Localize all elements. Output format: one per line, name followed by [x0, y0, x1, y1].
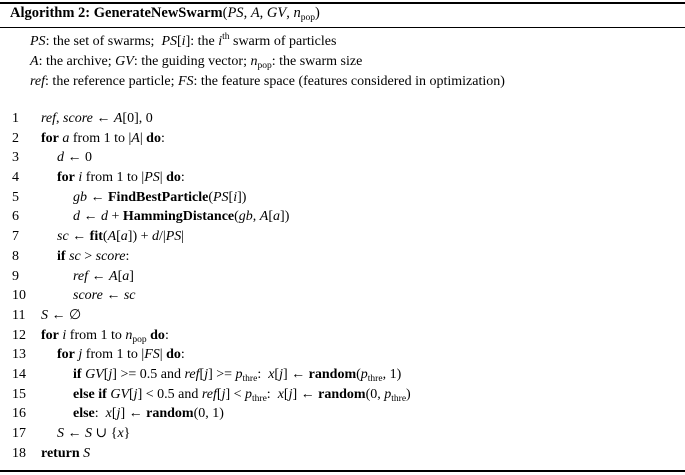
- line-number: 18: [12, 445, 26, 461]
- line-number: 16: [12, 406, 26, 422]
- line-number: 5: [12, 189, 19, 205]
- line-number: 12: [12, 327, 26, 343]
- line-number: 17: [12, 426, 26, 441]
- line-number: 4: [12, 170, 19, 186]
- line-number: 15: [12, 386, 26, 402]
- bottom-rule: [0, 470, 685, 472]
- line-number: 13: [12, 347, 26, 363]
- line-number: 9: [12, 268, 19, 284]
- algorithm-label: Algorithm 2:: [10, 5, 91, 21]
- line-number: 8: [12, 248, 19, 264]
- line-number: 11: [12, 307, 26, 323]
- algorithm-name: GenerateNewSwarm: [93, 5, 223, 21]
- top-rule: [0, 2, 685, 4]
- line-number: 6: [12, 209, 19, 225]
- algorithm-title: Algorithm 2: GenerateNewSwarm(PS, A, GV, $n_{pop}$): [10, 5, 320, 23]
- definition-line: ref: the reference particle; FS: the feature space (features considered in optimization): [30, 73, 505, 89]
- line-number: 10: [12, 288, 26, 304]
- definition-line: A: the archive; GV: the guiding vector; $n_{pop}$: the swarm size: [30, 53, 363, 71]
- line-number: 1: [12, 111, 19, 126]
- line-number: 2: [12, 130, 19, 146]
- definitions: [30, 32, 505, 91]
- header-rule: [0, 27, 685, 28]
- line-number: 7: [12, 229, 19, 245]
- definition-line: PS: the set of swarms; PS[i]: the $i^{th}$ swarm of particles: [30, 32, 337, 49]
- line-number: 3: [12, 150, 19, 166]
- line-number: 14: [12, 366, 26, 382]
